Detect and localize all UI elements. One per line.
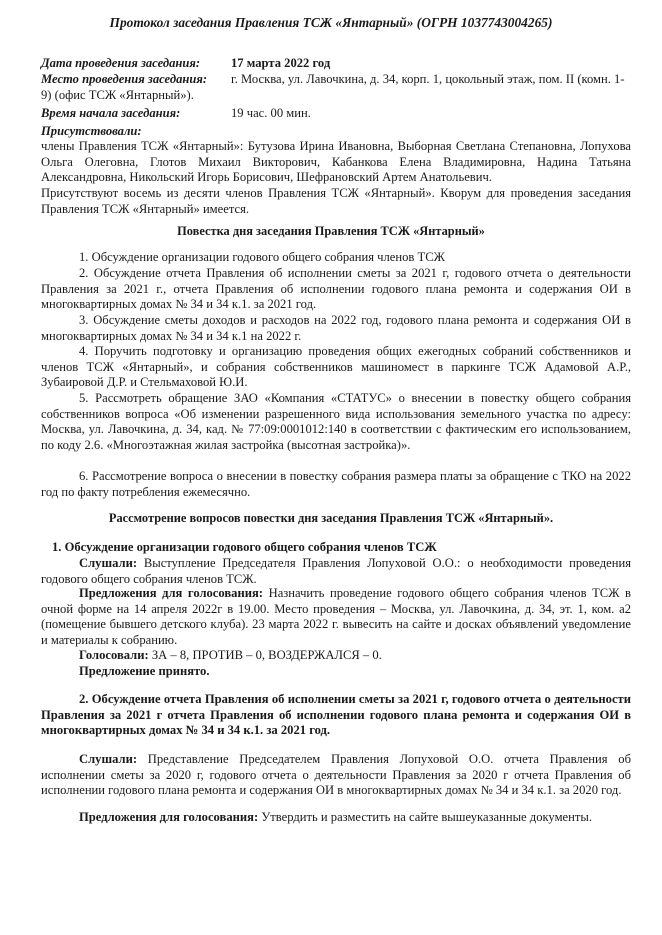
meeting-date-value: 17 марта 2022 год	[231, 56, 331, 70]
question-1-proposal-label: Предложения для голосования:	[79, 586, 264, 600]
agenda-item-5: 5. Рассмотреть обращение ЗАО «Компания «СТАТУС» о внесении в повестку общего собрания собственников вопроса «Об изменении разрешенного вида использования земельного участка по адресу: Москва, ул. Лавочкина, д. 34, кад. № 77:09:0001012:140 в соответствии с фактическим его использованием, по коду 2.6. «Многоэтажная жилая застройка (высотная застройка)».	[41, 391, 631, 452]
agenda-item-6: 6. Рассмотрение вопроса о внесении в повестку собрания размера платы за обращение с ТКО на 2022 год по факту потребления ежемесячно.	[41, 469, 631, 499]
meeting-place-value-line2: 9) (офис ТСЖ «Янтарный»).	[41, 88, 194, 102]
question-2-heading: 2. Обсуждение отчета Правления об исполнении сметы за 2021 г, годового отчета о деятельности Правления за 2021 г отчета Правления об исполнении годового плана ремонта и содержания ОИ в многоквартирных домах № 34 и 34 к.1. за 2021 год.	[41, 692, 631, 738]
question-1-heard	[41, 556, 631, 587]
question-1-heard-label: Слушали:	[79, 556, 138, 570]
question-2-heard-label: Слушали:	[79, 752, 138, 766]
meeting-time-label: Время начала заседания:	[41, 106, 181, 120]
question-1-vote	[41, 648, 631, 664]
agenda-item-1: 1. Обсуждение организации годового общего собрания членов ТСЖ	[79, 250, 445, 264]
meeting-time-row	[41, 106, 631, 122]
question-1-vote-text: ЗА – 8, ПРОТИВ – 0, ВОЗДЕРЖАЛСЯ – 0.	[151, 648, 382, 662]
agenda-item-3: 3. Обсуждение сметы доходов и расходов на 2022 год, годового плана ремонта и содержания ОИ в многоквартирных домах № 34 и 34 к.1 на 2022 г.	[41, 313, 631, 343]
quorum-text: Присутствуют восемь из десяти членов Правления ТСЖ «Янтарный». Кворум для проведения заседания Правления ТСЖ «Янтарный» имеется.	[41, 186, 631, 216]
agenda-item-2: 2. Обсуждение отчета Правления об исполнении сметы за 2021 г, годового отчета о деятельности Правления за 2021 г., отчета Правления об исполнении годового плана ремонта и содержания ОИ в многоквартирных домах № 34 и 34 к.1. за 2021 год.	[41, 266, 631, 312]
meeting-date-label: Дата проведения заседания:	[41, 56, 201, 70]
question-1-heard-text: Выступление Председателя Правления Лопуховой О.О.: о необходимости проведения годового общего собрания членов ТСЖ.	[41, 556, 631, 586]
agenda-item-4: 4. Поручить подготовку и организацию проведения общих ежегодных собраний собственников и членов ТСЖ «Янтарный», и собрания собственников машиномест в паркинге ТСЖ Адамовой А.Р., Зубаировой Д.Р. и Стельмаховой Ю.И.	[41, 344, 631, 390]
question-1-proposal-text: Назначить проведение годового общего собрания членов ТСЖ в очной форме на 14 апреля 2022г в 19.00. Место проведения – Москва, ул. Лавочкина, д. 34, эт. 1, ком. а2 (помещение бывшего детского клуба). 23 марта 2022 г. вывесить на сайте и досках объявлений уведомление и материалы к собранию.	[41, 586, 631, 647]
agenda-heading: Повестка дня заседания Правления ТСЖ «Янтарный»	[177, 224, 485, 238]
review-heading: Рассмотрение вопросов повестки дня заседания Правления ТСЖ «Янтарный».	[108, 511, 554, 525]
meeting-place-label: Место проведения заседания:	[41, 72, 208, 86]
question-2-proposal-label: Предложения для голосования:	[79, 810, 259, 824]
document-title: Протокол заседания Правления ТСЖ «Янтарный» (ОГРН 1037743004265)	[109, 15, 553, 30]
meeting-place-value-line1: г. Москва, ул. Лавочкина, д. 34, корп. 1, цокольный этаж, пом. II (комн. 1-	[231, 72, 625, 86]
question-2-heard-text: Представление Председателем Правления Лопуховой О.О. отчета Правления об исполнении сметы за 2020 г, годового отчета о деятельности Правления за 2020 г отчета Правления об исполнении годового плана ремонта и содержания ОИ в многоквартирных домах № 34 и 34 к.1. за 2020 год.	[41, 752, 631, 798]
present-label: Присутствовали:	[41, 124, 142, 138]
meeting-place-row	[41, 72, 631, 88]
question-1-result: Предложение принято.	[79, 664, 210, 678]
meeting-time-value: 19 час. 00 мин.	[231, 106, 311, 120]
question-1-proposal	[41, 586, 631, 648]
question-1-vote-label: Голосовали:	[79, 648, 149, 662]
question-2-proposal-text: Утвердить и разместить на сайте вышеуказанные документы.	[261, 810, 592, 824]
meeting-date-row	[41, 56, 631, 72]
present-members-text: члены Правления ТСЖ «Янтарный»: Бутузова Ирина Ивановна, Выборная Светлана Степановна, Лопухова Ольга Олеговна, Глотов Михаил Викторович, Кабанкова Елена Владимировна, Надина Татьяна Александровна, Никольский Игорь Борисович, Шефрановский Артем Анатольевич.	[41, 139, 631, 185]
question-2-proposal	[41, 810, 631, 826]
question-1-heading: 1. Обсуждение организации годового общего собрания членов ТСЖ	[52, 540, 437, 554]
question-2-heard	[41, 752, 631, 799]
